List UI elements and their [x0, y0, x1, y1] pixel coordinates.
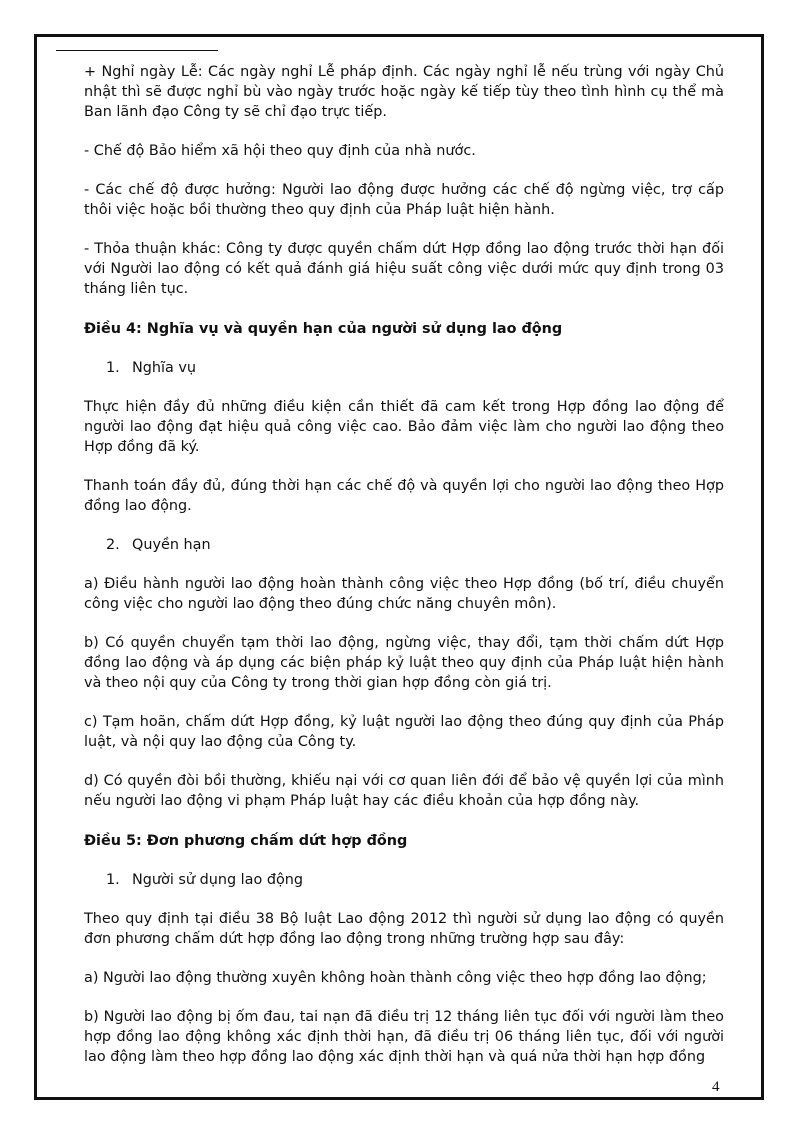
- list-item-employer: [84, 870, 724, 890]
- paragraph-termination-a: a) Người lao động thường xuyên không hoàn thành công việc theo hợp đồng lao động;: [84, 970, 707, 986]
- list-item-rights: [84, 535, 724, 555]
- list-number: 1.: [106, 360, 120, 376]
- list-item-label: Người sử dụng lao động: [132, 872, 304, 888]
- paragraph-other-agreements: - Thỏa thuận khác: Công ty được quyền chấm dứt Hợp đồng lao động trước thời hạn đối với Người lao động có kết quả đánh giá hiệu suất công việc dưới mức quy định trong 03 tháng liên tục.: [84, 241, 724, 297]
- paragraph-right-a: a) Điều hành người lao động hoàn thành công việc theo Hợp đồng (bố trí, điều chuyển công việc cho người lao động theo đúng chức năng chuyên môn).: [84, 576, 724, 612]
- list-number: 1.: [106, 872, 120, 888]
- page-number: 4: [712, 1079, 720, 1095]
- heading-article-4: Điều 4: Nghĩa vụ và quyền hạn của người sử dụng lao động: [84, 321, 563, 337]
- list-item-label: Quyền hạn: [132, 537, 211, 553]
- list-item-label: Nghĩa vụ: [132, 360, 197, 376]
- paragraph-entitlements: - Các chế độ được hưởng: Người lao động được hưởng các chế độ ngừng việc, trợ cấp thôi việc hoặc bồi thường theo quy định của Pháp luật hiện hành.: [84, 182, 724, 218]
- paragraph-termination-b: b) Người lao động bị ốm đau, tai nạn đã điều trị 12 tháng liên tục đối với người làm theo hợp đồng lao động không xác định thời hạn, đã điều trị 06 tháng liên tục, đối với người lao động làm theo hợp đồng lao động xác định thời hạn và quá nửa thời hạn hợp đồng: [84, 1009, 724, 1065]
- paragraph-obligation-2: Thanh toán đầy đủ, đúng thời hạn các chế độ và quyền lợi cho người lao động theo Hợp đồng lao động.: [84, 478, 724, 514]
- paragraph-right-d: d) Có quyền đòi bồi thường, khiếu nại với cơ quan liên đới để bảo vệ quyền lợi của mình nếu người lao động vi phạm Pháp luật hay các điều khoản của hợp đồng này.: [84, 773, 724, 809]
- paragraph-termination-intro: Theo quy định tại điều 38 Bộ luật Lao động 2012 thì người sử dụng lao động có quyền đơn phương chấm dứt hợp đồng lao động trong những trường hợp sau đây:: [84, 911, 724, 947]
- paragraph-right-b: b) Có quyền chuyển tạm thời lao động, ngừng việc, thay đổi, tạm thời chấm dứt Hợp đồng lao động và áp dụng các biện pháp kỷ luật theo quy định của Pháp luật hiện hành và theo nội quy của Công ty trong thời gian hợp đồng còn giá trị.: [84, 635, 724, 691]
- paragraph-holidays: + Nghỉ ngày Lễ: Các ngày nghỉ Lễ pháp định. Các ngày nghỉ lễ nếu trùng với ngày Chủ nhật thì sẽ được nghỉ bù vào ngày trước hoặc ngày kế tiếp tùy theo tình hình cụ thể mà Ban lãnh đạo Công ty sẽ chỉ đạo trực tiếp.: [84, 64, 724, 120]
- list-item-obligations: [84, 358, 724, 378]
- heading-article-5: Điều 5: Đơn phương chấm dứt hợp đồng: [84, 833, 408, 849]
- paragraph-social-insurance: - Chế độ Bảo hiểm xã hội theo quy định của nhà nước.: [84, 143, 476, 159]
- list-number: 2.: [106, 537, 120, 553]
- paragraph-right-c: c) Tạm hoãn, chấm dứt Hợp đồng, kỷ luật người lao động theo đúng quy định của Pháp luật, và nội quy lao động của Công ty.: [84, 714, 724, 750]
- footnote-rule: [56, 50, 218, 51]
- paragraph-obligation-1: Thực hiện đầy đủ những điều kiện cần thiết đã cam kết trong Hợp đồng lao động để người lao động đạt hiệu quả công việc cao. Bảo đảm việc làm cho người lao động theo Hợp đồng đã ký.: [84, 399, 724, 455]
- document-body: [84, 62, 724, 1067]
